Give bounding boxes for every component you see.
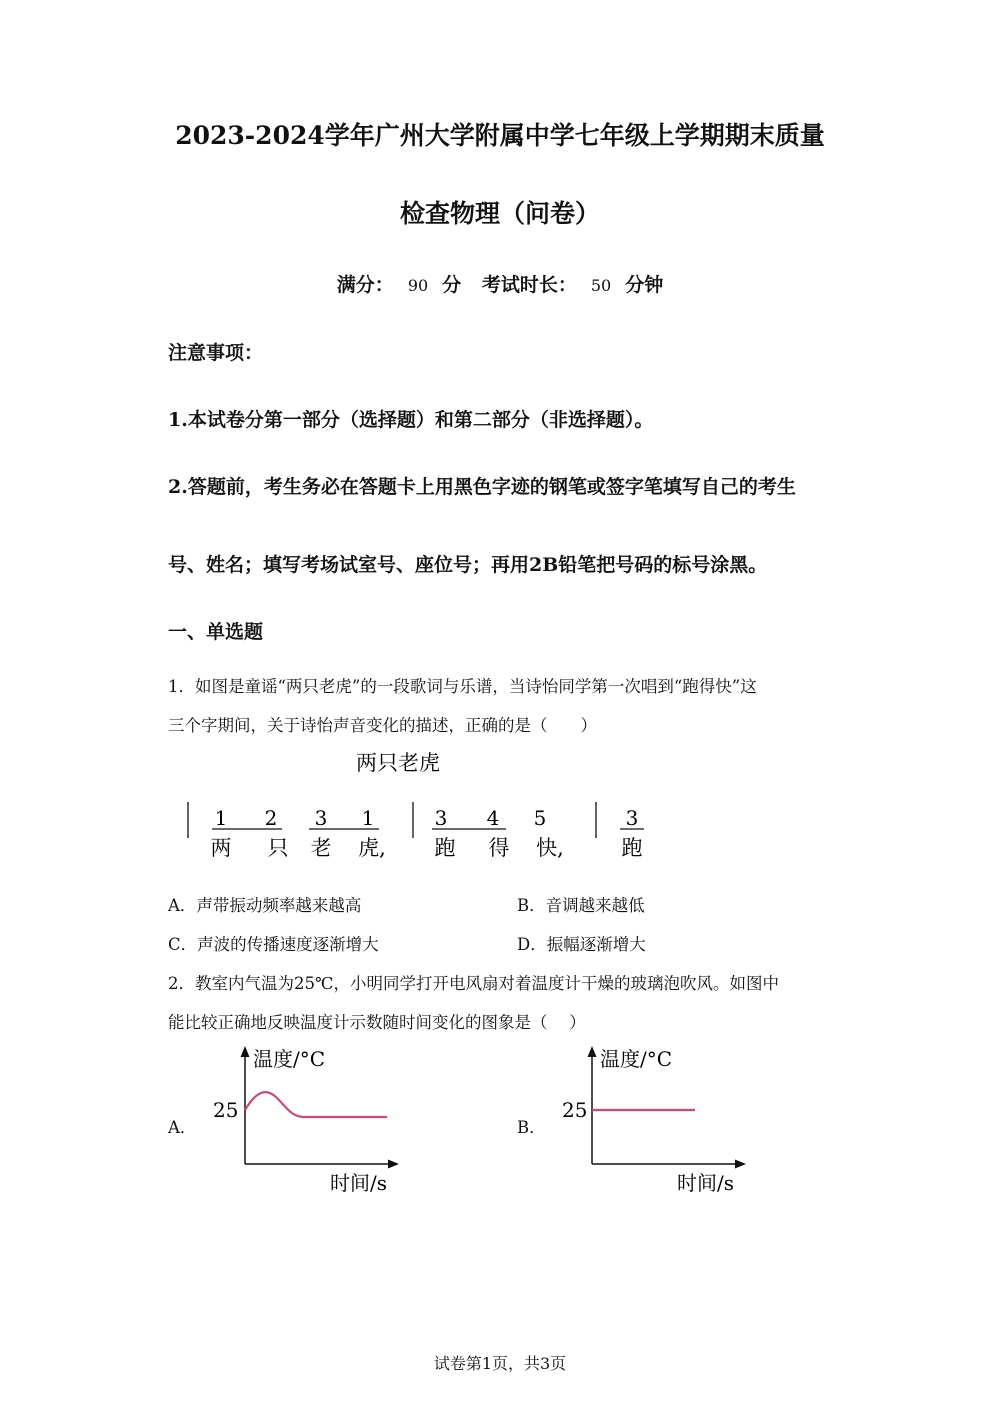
note: 1 <box>361 806 375 830</box>
y-axis-label: 温度/°C <box>253 1047 326 1071</box>
y-axis-arrow <box>241 1046 250 1057</box>
q2-graph-a <box>205 1040 405 1200</box>
q1-option-d[interactable]: D．振幅逐渐增大 <box>517 935 646 954</box>
q2-stem-line1: 2．教室内气温为25℃，小明同学打开电风扇对着温度计干燥的玻璃泡吹风。如图中 <box>168 974 779 993</box>
lyric: 只 <box>267 836 289 860</box>
q2-option-a[interactable]: A． <box>168 1118 197 1137</box>
note: 1 <box>214 806 228 830</box>
y-axis-label: 温度/°C <box>600 1047 673 1071</box>
score-line <box>0 270 1000 297</box>
note: 3 <box>625 806 639 830</box>
score-title: 两只老虎 <box>356 751 440 775</box>
note: 4 <box>486 806 500 830</box>
q1-stem-line2: 三个字期间，关于诗怡声音变化的描述，正确的是（ ） <box>168 716 597 735</box>
q2-option-b[interactable]: B． <box>517 1118 546 1137</box>
q1-music-score <box>168 740 688 870</box>
lyric: 快, <box>536 836 564 860</box>
notice-item-2-line2: 号、姓名；填写考场试室号、座位号；再用2B铅笔把号码的标号涂黑。 <box>168 554 768 576</box>
x-axis-label: 时间/s <box>330 1171 388 1195</box>
y-axis-arrow <box>588 1046 597 1057</box>
note: 5 <box>533 806 547 830</box>
lyric: 老 <box>310 836 332 860</box>
x-axis-arrow <box>388 1160 399 1169</box>
q1-option-c[interactable]: C．声波的传播速度逐渐增大 <box>168 935 379 954</box>
lyric: 两 <box>210 836 232 860</box>
lyric: 跑 <box>621 836 643 860</box>
page-title-line2: 检查物理（问卷） <box>399 199 600 228</box>
page-title-line1: 2023-2024学年广州大学附属中学七年级上学期期末质量 <box>175 121 825 150</box>
page-footer: 试卷第1页，共3页 <box>433 1354 567 1373</box>
full-score-value: 90 <box>407 276 429 295</box>
lyric: 得 <box>488 836 510 860</box>
full-score-unit: 分 <box>442 274 462 296</box>
notice-heading: 注意事项： <box>168 342 264 364</box>
notice-item-2-line1: 2.答题前，考生务必在答题卡上用黑色字迹的钢笔或签字笔填写自己的考生 <box>168 476 796 498</box>
tick-label-25: 25 <box>562 1098 588 1122</box>
q1-option-a[interactable]: A．声带振动频率越来越高 <box>168 896 362 915</box>
time-unit: 分钟 <box>625 274 664 296</box>
lyric: 虎, <box>358 836 386 860</box>
note: 3 <box>314 806 328 830</box>
note: 3 <box>434 806 448 830</box>
lyric: 跑 <box>434 836 456 860</box>
q2-graph-b <box>552 1040 752 1200</box>
time-label: 考试时长： <box>481 274 577 296</box>
tick-label-25: 25 <box>213 1098 239 1122</box>
notice-item-1: 1.本试卷分第一部分（选择题）和第二部分（非选择题）。 <box>168 409 654 431</box>
x-axis-arrow <box>735 1160 746 1169</box>
q2-stem-line2: 能比较正确地反映温度计示数随时间变化的图象是（ ） <box>168 1013 586 1032</box>
note: 2 <box>264 806 278 830</box>
time-value: 50 <box>590 276 612 295</box>
temperature-curve <box>245 1092 387 1117</box>
x-axis-label: 时间/s <box>677 1171 735 1195</box>
q1-stem-line1: 1．如图是童谣“两只老虎”的一段歌词与乐谱，当诗怡同学第一次唱到“跑得快”这 <box>168 677 757 696</box>
q1-option-b[interactable]: B．音调越来越低 <box>517 896 645 915</box>
full-score-label: 满分： <box>336 274 394 296</box>
section-heading: 一、单选题 <box>168 621 264 643</box>
